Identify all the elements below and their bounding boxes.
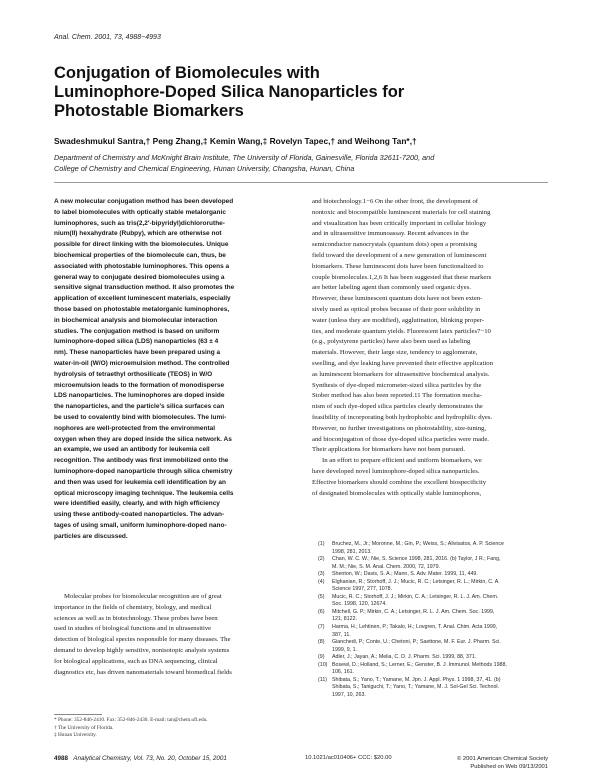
text-line: tages of using small, uniform luminophore-doped nano- <box>54 521 227 529</box>
text-line: In an effort to prepare efficient and uniform biomarkers, we <box>322 457 482 465</box>
footnote: ‡ Hunan University. <box>54 732 97 739</box>
text-line: nm). These nanoparticles have been prepared using a <box>54 349 221 357</box>
reference-number: (7) <box>318 624 325 631</box>
text-line: LDS nanoparticles. The luminophores are doped inside <box>54 392 225 400</box>
right-column-text <box>312 197 552 499</box>
text-line: swelling, and dye leaking have prevented their effective application <box>312 359 493 367</box>
text-line: for biological applications, such as DNA sequencing, clinical <box>54 657 218 665</box>
reference-number: (1) <box>318 541 325 547</box>
text-line: possible for direct linking with the biomolecules. Unique <box>54 241 229 249</box>
text-line: feasibility of incorporating both hydrophobic and hydrophilic dyes. <box>312 413 493 421</box>
doi-line: 10.1021/ac010406+ CCC: $20.00 <box>305 755 392 761</box>
reference-number: (10) <box>318 661 328 668</box>
text-line: optical microscopy imaging technique. The leukemia cells <box>54 489 234 497</box>
title-line: Photostable Biomarkers <box>54 102 244 120</box>
footnote-divider <box>54 714 102 715</box>
text-line: couple biomolecules.1,2,6 It has been suggested that these markers <box>312 273 492 281</box>
text-line: water (unless they are modified), agglutination, blinking proper- <box>312 316 485 324</box>
reference-text: Mucic, R. C.; Storhoff, J. J.; Mirkin, C. A.; Letsinger, R. L. J. Am. Chem. <box>332 593 499 600</box>
reference-text: 387, 11. <box>332 631 351 638</box>
text-line: sciences as well as in biotechnology. These probes have been <box>54 614 218 622</box>
reference-text: Bosewl, D.; Holland, S.; Lerner, E.; Genster, B. J. Immunol. Methods 1988, <box>332 661 507 668</box>
header-divider <box>54 182 548 183</box>
copyright: © 2001 American Chemical Society <box>457 756 548 762</box>
text-line: luminophore-doped silica (LDS) nanoparticles (63 ± 4 <box>54 338 219 346</box>
title-line: Luminophore-Doped Silica Nanoparticles for <box>54 83 405 101</box>
reference-item <box>318 624 550 639</box>
reference-text: Soc. 1998, 120, 12674. <box>332 601 387 608</box>
text-line: nontoxic and biocompatible luminescent materials for cell staining <box>312 208 491 216</box>
text-line: However, no further investigations on photostability, size-tuning, <box>312 424 487 432</box>
text-line: Their applications for biomarkers have not been pursued. <box>312 446 466 454</box>
text-line: an example, we used an antibody for leukemia cell <box>54 446 210 454</box>
reference-text: Gianchedi, P.; Conte, U.; Chetoni, P.; Saettone, M. F. Eur. J. Pharm. Sci. <box>332 639 501 646</box>
text-line: biochemical properties of the biomolecule can, thus, be <box>54 251 226 259</box>
text-line: as luminescent biomarkers for ultrasensitive biochemical analysis. <box>312 370 490 378</box>
reference-text: Elghanian, R.; Storhoff, J. J.; Mucic, R. C.; Letsinger, R. L.; Mirkin, C. A. <box>332 578 500 585</box>
text-line: (e.g., polystyrene particles) have also been used as labeling <box>312 338 471 346</box>
text-line: and biotechnology.1−6 On the other front, the development of <box>312 198 479 205</box>
reference-text: 1999, 9, 1. <box>332 646 358 653</box>
text-line: luminophore-doped nanoparticle through silica chemistry <box>54 467 233 475</box>
reference-number: (9) <box>318 654 325 661</box>
text-line: Synthesis of dye-doped micrometer-sized silica particles by the <box>312 381 482 389</box>
reference-text: Shibata, S.; Taniguchi, T.; Yano, T.; Yamane, M. J. Sol-Gel Sci. Technol. <box>332 684 500 691</box>
reference-number: (11) <box>318 676 328 683</box>
reference-item <box>318 579 550 594</box>
text-line: of designated biomolecules with optically stable luminophores, <box>312 489 482 497</box>
text-line: nism of such dye-doped silica particles clearly demonstrates the <box>312 403 483 411</box>
page-footer-left <box>54 755 227 762</box>
text-line: nophores are well-protected from the environmental <box>54 424 216 432</box>
reference-item <box>318 662 550 677</box>
text-line: have developed novel luminophore-doped silica nanoparticles. <box>312 467 480 475</box>
text-line: associated with photostable luminophores. This opens a <box>54 262 230 270</box>
article-title <box>54 64 554 121</box>
reference-text: Science 1997, 277, 1078. <box>332 586 393 593</box>
reference-number: (4) <box>318 578 325 585</box>
footnotes <box>54 717 208 740</box>
text-line: oxygen when they are doped inside the silica network. As <box>54 435 232 443</box>
affiliation-line: Department of Chemistry and McKnight Brain Institute, The University of Florida, Gainesville, Florida 32611-7200, and <box>54 153 435 162</box>
reference-item <box>318 594 550 609</box>
text-line: application of excellent luminescent materials, especially <box>54 295 231 303</box>
reference-text: Harma, H.; Lehtinen, P.; Takalo, H.; Lovgren, T. Anal. Chim. Acta 1999, <box>332 624 498 631</box>
reference-item <box>318 677 550 700</box>
reference-item <box>318 609 550 624</box>
reference-number: (6) <box>318 608 325 615</box>
footnote: † The University of Florida. <box>54 724 114 731</box>
text-line: studies. The conjugation method is based on uniform <box>54 327 220 335</box>
abstract <box>54 197 296 543</box>
journal-issue: Analytical Chemistry, Vol. 73, No. 20, October 15, 2001 <box>73 755 227 762</box>
reference-list <box>318 541 550 699</box>
text-line: particles are discussed. <box>54 532 128 540</box>
affiliation-line: College of Chemistry and Chemical Engineering, Hunan University, Changsha, Hunan, China <box>54 163 355 173</box>
text-line: and then was used for leukemia cell identification by an <box>54 478 226 486</box>
text-line: sensitive signal transduction method. It also promotes the <box>54 284 235 292</box>
footnote: * Phone: 352-846-2410. Fax: 352-846-2430. E-mail: tan@chem.ufl.edu. <box>54 717 208 723</box>
text-line: water-in-oil (W/O) microemulsion method. The controlled <box>54 359 230 367</box>
reference-number: (2) <box>318 556 325 563</box>
reference-item <box>318 654 550 662</box>
text-line: semiconductor nanocrystals (quantum dots) open a promising <box>312 241 477 249</box>
reference-text: Shenton, W.; Davis, S. A.; Mann, S. Adv. Mater. 1999, 11, 449. <box>332 571 478 578</box>
text-line: general way to conjugate desired biomolecules using a <box>54 273 225 281</box>
text-line: be used to covalently bind with biomolecules. The lumi- <box>54 413 227 421</box>
text-line: detection of biological species responsible for many diseases. The <box>54 636 231 644</box>
text-line: Molecular probes for biomolecular recognition are of great <box>64 593 222 600</box>
reference-number: (5) <box>318 593 325 600</box>
text-line: demand to develop highly sensitive, nonisotopic analysis systems <box>54 646 230 654</box>
reference-text: Chan, W. C. W.; Nie, S. Science 1998, 281, 2016. (b) Taylor, J R.; Fang, <box>332 556 501 563</box>
text-line: materials. However, their large size, tendency to agglomerate, <box>312 349 478 357</box>
reference-text: Adler, J.; Jayan, A.; Melia, C. D. J. Pharm. Sci. 1999, 88, 371. <box>332 654 477 661</box>
text-line: those based on photostable metalorganic luminophores, <box>54 305 230 313</box>
reference-number: (8) <box>318 639 325 646</box>
text-line: sively used as optical probes because of their poor solubility in <box>312 305 481 313</box>
text-line: recognition. The antibody was first immobilized onto the <box>54 457 229 465</box>
text-line: were identified easily, clearly, and with high efficiency <box>54 500 220 508</box>
text-line: luminophores, such as tris(2,2′-bipyridyl)dichlororuthe- <box>54 219 225 227</box>
text-line: and in ultrasensitive immunoassay. Recent advances in the <box>312 230 469 238</box>
text-line: A new molecular conjugation method has been developed <box>54 198 234 205</box>
text-line: However, these luminescent quantum dots have not been exten- <box>312 295 483 303</box>
text-line: in biochemical analysis and biomolecular interaction <box>54 316 218 324</box>
reference-number: (3) <box>318 571 325 578</box>
text-line: to label biomolecules with optically stable metalorganic <box>54 208 226 216</box>
affiliations <box>54 153 554 174</box>
text-line: importance in the fields of chemistry, biology, and medical <box>54 603 212 611</box>
text-line: nium(II) hexahydrate (Rubpy), which are otherwise not <box>54 230 222 238</box>
text-line: biomarkers. These luminescent dots have been functionalized to <box>312 262 484 270</box>
text-line: and visualization has been critically important in cellular biology <box>312 219 487 227</box>
text-line: the nanoparticles, and the particle's silica surfaces can <box>54 403 225 411</box>
text-line: microemulsion leads to the formation of monodisperse <box>54 381 225 389</box>
text-line: are better labeling agent than commonly used organic dyes. <box>312 284 472 292</box>
text-line: field toward the development of a new generation of luminescent <box>312 251 487 259</box>
reference-item <box>318 556 550 571</box>
publication-date: Published on Web 09/13/2001 <box>470 764 548 770</box>
journal-reference: Anal. Chem. 2001, 73, 4988−4993 <box>54 34 161 41</box>
reference-item <box>318 541 550 556</box>
reference-text: 1998, 281, 2013. <box>332 548 372 555</box>
reference-text: Shibata, S.; Yano, T.; Yamane, M. Jpn. J. Appl. Phys. 1 1998, 37, 41. (b) <box>332 676 501 683</box>
page-number: 4988 <box>54 755 69 762</box>
author-list: Swadeshmukul Santra,† Peng Zhang,‡ Kemin Wang,‡ Rovelyn Tapec,† and Weihong Tan*,† <box>54 136 417 146</box>
reference-text: M. M.; Nie, S. M. Anal. Chem. 2000, 72, 1979. <box>332 563 441 570</box>
text-line: and bioconjugation of those dye-doped silica particles were made. <box>312 435 489 443</box>
reference-text: Bruchez, M., Jr.; Moronne, M.; Gin, P.; Weiss, S.; Alivisatos, A. P. Science <box>332 541 504 547</box>
text-line: diagnostics etc, has driven nanomaterials toward biomedical fields <box>54 668 232 676</box>
reference-text: Mitchell, G. P.; Mirkin, C. A.; Letsinger, R. L. J. Am. Chem. Soc. 1999, <box>332 608 495 615</box>
page-footer-right <box>457 755 548 771</box>
text-line: ties, and moderate quantum yields. Fluorescent latex particles7−10 <box>312 327 491 335</box>
reference-text: 106, 161. <box>332 669 355 676</box>
reference-item <box>318 571 550 579</box>
text-line: using these antibody-coated nanoparticles. The advan- <box>54 511 225 519</box>
text-line: Effective biomarkers should combine the excellent biospecificity <box>312 478 487 486</box>
introduction-text <box>54 592 296 678</box>
text-line: Stober method has also been reported.11 The formation mecha- <box>312 392 482 400</box>
title-line: Conjugation of Biomolecules with <box>54 64 320 82</box>
reference-item <box>318 639 550 654</box>
text-line: hydrolysis of tetraethyl orthosilicate (TEOS) in W/O <box>54 370 213 378</box>
reference-text: 1997, 10, 263. <box>332 691 366 698</box>
reference-text: 121, 8122. <box>332 616 358 623</box>
text-line: used in studies of biological functions and in ultrasensitive <box>54 625 212 633</box>
